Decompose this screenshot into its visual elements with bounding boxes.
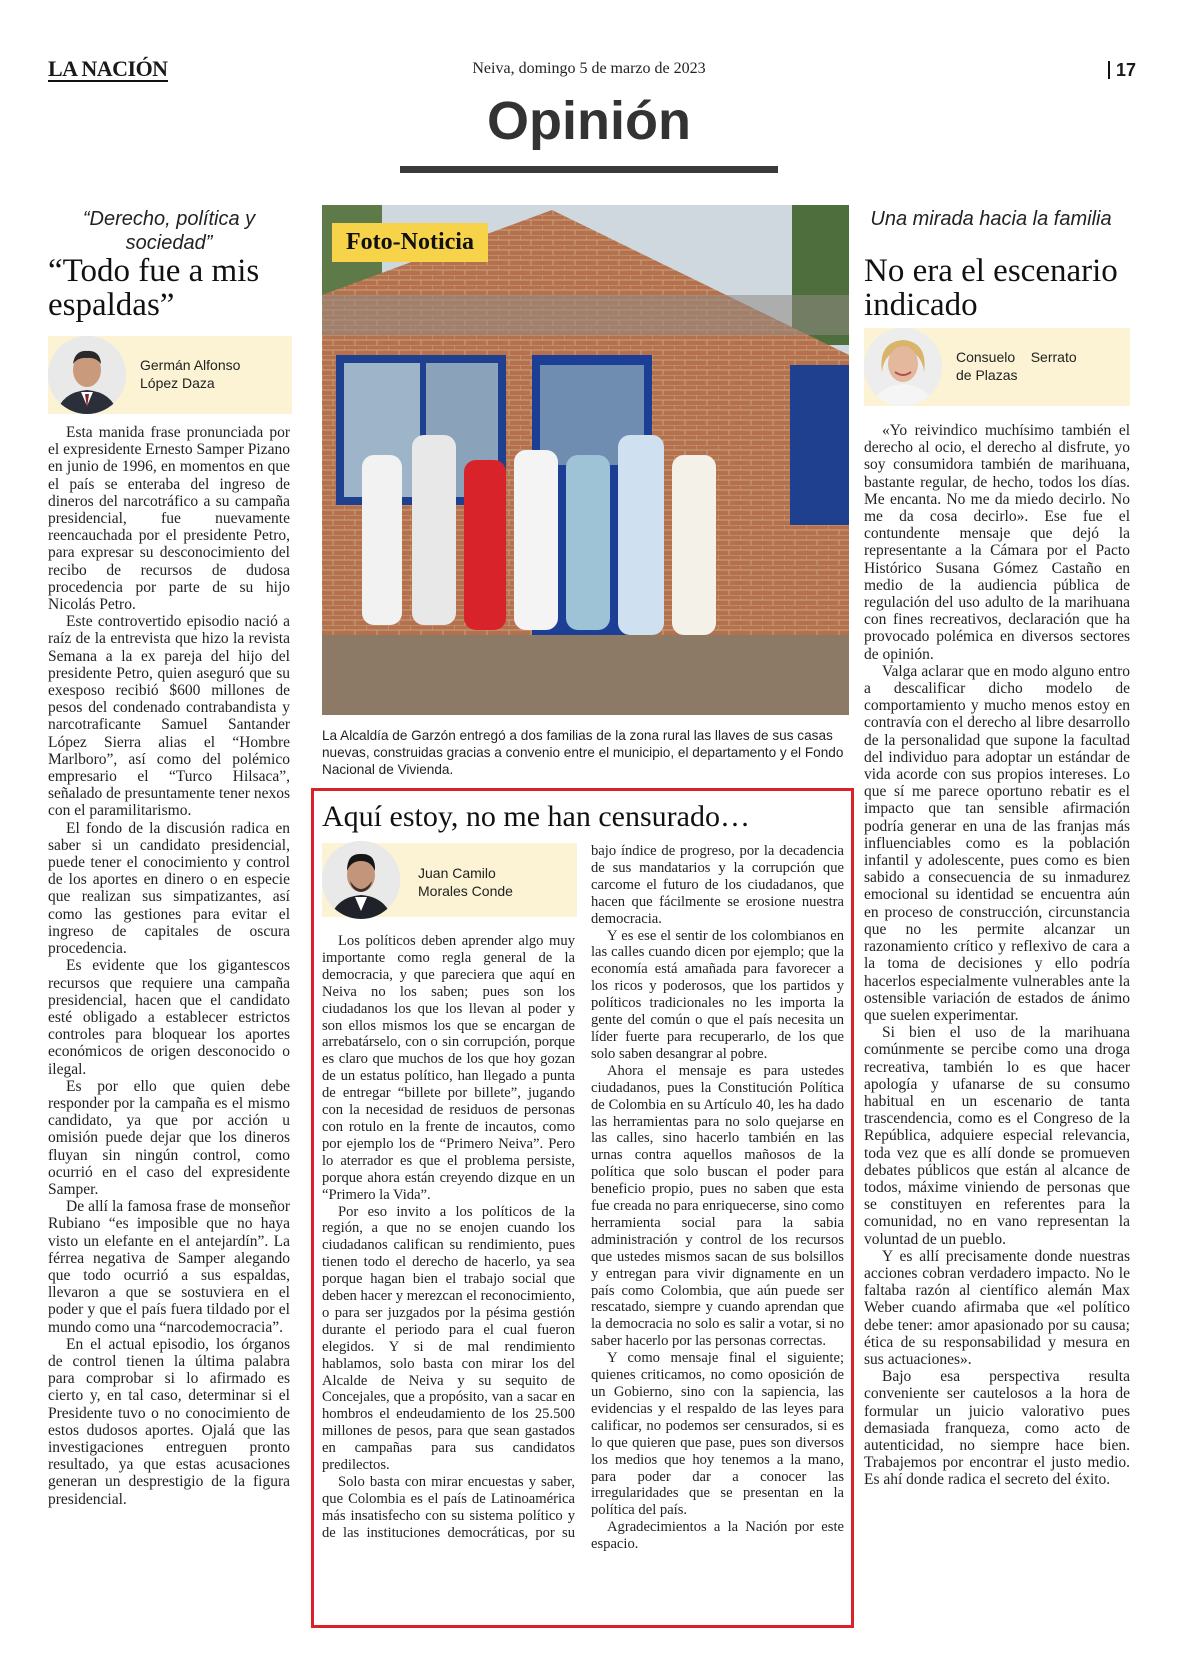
author-name-line1: Germán Alfonso	[140, 357, 241, 373]
news-photo	[322, 205, 849, 715]
paragraph: Agradecimientos a la Nación por este espacio.	[591, 1519, 844, 1553]
right-byline	[864, 328, 1130, 406]
paragraph: Los políticos deben aprender algo muy importante como regla general de la democracia, y que pareciera que aquí en Neiva no los saben; pues son los ciudadanos los que los llevan al poder y son ellos mismos los que se encargan de arrebatárselo, con o sin corrupción, porque es claro que muchos de los que hoy gozan de un estatus político, han llegado a punta de entregar “billete por billete”, jugando con la necesidad de residuos de personas con rotulo en la frente de incautos, como por ejemplo los de “Primero Neiva”. Pero lo aterrador es que el problema persiste, porque ahora están creyendo dizque en un “Primero la Vida”.	[322, 933, 575, 1203]
section-title: Opinión	[487, 91, 691, 151]
paragraph: Bajo esa perspectiva resulta conveniente ser cautelosos a la hora de formular un juicio valorativo pues demasiada franqueza, como acto de autenticidad, no siempre hace bien. Trabajemos por encontrar el justo medio. Es ahí donde radica el secreto del éxito.	[864, 1368, 1130, 1489]
paragraph: Y como mensaje final el siguiente; quienes criticamos, no como oposición de un Gobierno, sino con la sapiencia, las evidencias y el respaldo de las leyes para calificar, no podemos ser censurados, si es lo que quieren que pase, pues son diversos los medios que hoy tenemos a la mano, para poder dar a conocer las irregularidades que se presentan en la política del país.	[591, 1350, 844, 1519]
people-group	[362, 435, 716, 635]
left-byline	[48, 336, 292, 414]
page-number: 17	[1108, 61, 1136, 79]
paragraph: Y es allí precisamente donde nuestras acciones cobran verdadero impacto. No le faltaba razón al científico alemán Max Weber cuando afirmaba que «el político debe tener: amor apasionado por su causa; ética de su responsabilidad y mesura en sus actuaciones».	[864, 1247, 1130, 1368]
left-article-body	[48, 424, 290, 1508]
author-photo	[864, 328, 942, 406]
author-name-line2: de Plazas	[956, 367, 1018, 383]
author-name-line2: López Daza	[140, 375, 215, 391]
paragraph: Ahora el mensaje es para ustedes ciudadanos, pues la Constitución Política de Colombia en su Artículo 40, les ha dado las herramientas para no solo quejarse en las calles, sino hacerlo también en las urnas contra aquellos mañosos de la política que solo buscan el poder para beneficio propio, pues no saben que esta fue creada no para enriquecerse, sino como herramienta social para la sabia administración y control de los recursos que ustedes mismos sacan de sus bolsillos y entregan para vivir dignamente en un país como Colombia, que aún puede ser rescatado, siempre y cuando aprendan que la democracia no solo es salir a votar, si no saber hacerlo por las personas correctas.	[591, 1062, 844, 1350]
photo-caption: La Alcaldía de Garzón entregó a dos familias de la zona rural las llaves de sus casas nuevas, construidas gracias a convenio entre el municipio, el departamento y el Fondo Nacional de Vivienda.	[322, 728, 844, 777]
right-kicker: Una mirada hacia la familia	[870, 208, 1112, 230]
paragraph: Y es ese el sentir de los colombianos en las calles cuando dicen por ejemplo; que la economía está amañada para favorecer a los ricos y poderosos, que los partidos y políticos tradicionales no les importa la gente del común o que el país necesita un líder fuerte para recuperarlo, de los que solo saben desangrar al pobre.	[591, 927, 844, 1062]
masthead-logo: LA NACIÓN	[48, 56, 168, 81]
paragraph: El fondo de la discusión radica en saber si un candidato presidencial, puede tener el conocimiento y control de los aportes en dinero o en especie que realizan sus simpatizantes, así como las gestiones para evitar el ingreso de capitales de oscura procedencia.	[48, 819, 290, 958]
center-headline: Aquí estoy, no me han censurado…	[322, 800, 750, 833]
paragraph: Por eso invito a los políticos de la región, a que no se enojen cuando los ciudadanos califican su rendimiento, pues tienen todo el derecho de hacerlo, ya sea porque hagan bien el trabajo social que deben hacer y merezcan el reconocimiento, o para ser juzgados por la pésima gestión durante el periodo para el cual fueron elegidos. Y si de mal rendimiento hablamos, solo basta con mirar los del Alcalde de Neiva y su sequito de Concejales, que a propósito, van a sacar en hombros el endeudamiento de los 25.500 millones de pesos, para que sean gastados en campañas para sus candidatos predilectos.	[322, 1203, 575, 1474]
photo-news-tag: Foto-Noticia	[332, 223, 488, 262]
paragraph: Es por ello que quien debe responder por la campaña es el mismo candidato, ya que por acción u omisión puede dejar que los dineros fluyan sin ningún control, como ocurrió en el caso del expresidente Samper.	[48, 1077, 290, 1198]
paragraph: Es evidente que los gigantescos recursos que requiere una campaña presidencial, hacen que el candidato esté obligado a establecer estrictos controles para bloquear los aportes económicos de origen desconocido o ilegal.	[48, 957, 290, 1078]
left-kicker: “Derecho, política y sociedad”	[82, 208, 256, 254]
author-name-line1: Consuelo Serrato	[956, 349, 1077, 365]
paragraph: Si bien el uso de la marihuana comúnmente se percibe como una droga recreativa, también lo es que hacer apología y ufanarse de su consumo habitual en un escenario de tanta trascendencia, como es el Congreso de la República, adquiere especial relevancia, toda vez que es allí donde se promueven debates públicos que están al alcance de todos, máxime viniendo de personas que se constituyen en referentes para la comunidad, no en vano representan la voluntad de un pueblo.	[864, 1024, 1130, 1248]
left-headline: “Todo fue a mis espaldas”	[48, 253, 260, 323]
right-article-body	[864, 422, 1130, 1489]
paragraph: Este controvertido episodio nació a raíz de la entrevista que hizo la revista Semana a la ex pareja del hijo del presidente Petro, quien aseguró que su exesposo recibió $600 millones de pesos del condenado contrabandista y narcotraficante Samuel Santander López Sierra alias el “Hombre Marlboro”, así como del polémico empresario el “Turco Hilsaca”, señalado de presuntamente tener nexos con el paramilitarismo.	[48, 613, 290, 820]
author-name-line1: Juan Camilo	[418, 865, 496, 881]
paragraph: Esta manida frase pronunciada por el expresidente Ernesto Samper Pizano en junio de 1996, en momentos en que el país se enteraba del ingreso de dineros del narcotráfico a su campaña presidencial, fue nuevamente reencauchada por el presidente Petro, para expresar su desconocimiento del recibo de recursos de dudosa procedencia por parte de su hijo Nicolás Petro.	[48, 424, 290, 614]
author-name-line2: Morales Conde	[418, 883, 513, 899]
paragraph: En el actual episodio, los órganos de control tienen la última palabra para comprobar si lo afirmado es cierto y, en tal caso, determinar si el Presidente tuvo o no conocimiento de estos dudosos aportes. Ojalá que las investigaciones entreguen pronto resultado, ya que estas acusaciones generan un desprestigio de la figura presidencial.	[48, 1335, 290, 1508]
paragraph: Solo basta con mirar encuestas y saber, que Colombia es el país de Latinoamérica más insatisfecho con su sistema político y de las instituciones democráticas, por su bajo índice de progreso, por la decadencia de sus mandatarios y la corrupción que carcome el futuro de los ciudadanos, que hacen que fácilmente se erosione nuestra democracia.	[322, 843, 844, 1541]
paragraph: «Yo reivindico muchísimo también el derecho al ocio, el derecho al disfrute, yo soy consumidora también de marihuana, bastante regular, de hecho, todos los días. Me encanta. No me da miedo decirlo. No me da cosa decirlo». Ese fue el contundente mensaje que dejó la representante a la Cámara por el Pacto Histórico Susana Gómez Castaño en medio de la audiencia pública de regulación del uso adulto de la marihuana con fines recreativos, declaración que ha provocado polémica en diversos sectores de opinión.	[864, 422, 1130, 663]
section-rule	[400, 166, 778, 173]
paragraph: Valga aclarar que en modo alguno entro a descalificar dicho modelo de comportamiento y mucho menos estoy en contravía con el derecho al libre desarrollo de la personalidad que supone la facultad del individuo para adoptar un estándar de vida acorde con sus propios intereses. Lo que sí me parece oportuno rebatir es el impacto que tan sensible afirmación podría generar en una de las franjas más influenciables como es la población infantil y adolescente, pues como es bien sabido a consecuencia de su inmadurez emocional su identidad se encuentra aún en proceso de construcción, circunstancia que no les permite alcanzar un razonamiento crítico y reflexivo de cara a la toma de decisiones y ello podría hacerlos especialmente vulnerables ante la ostensible variación de estados de ánimo que suelen experimentar.	[864, 662, 1130, 1024]
author-photo	[48, 336, 126, 414]
paragraph: De allí la famosa frase de monseñor Rubiano “es imposible que no haya visto un elefante en el antejardín”. La férrea negativa de Samper alegando que todo ocurrió a sus espaldas, llevaron a que se sostuviera en el poder y que el país fuera tildado por el mundo como una “narcodemocracia”.	[48, 1198, 290, 1336]
dateline: Neiva, domingo 5 de marzo de 2023	[472, 60, 706, 77]
right-headline: No era el escenario indicado	[864, 253, 1118, 323]
center-article-body	[322, 843, 844, 1613]
byline-spacer	[322, 843, 575, 933]
